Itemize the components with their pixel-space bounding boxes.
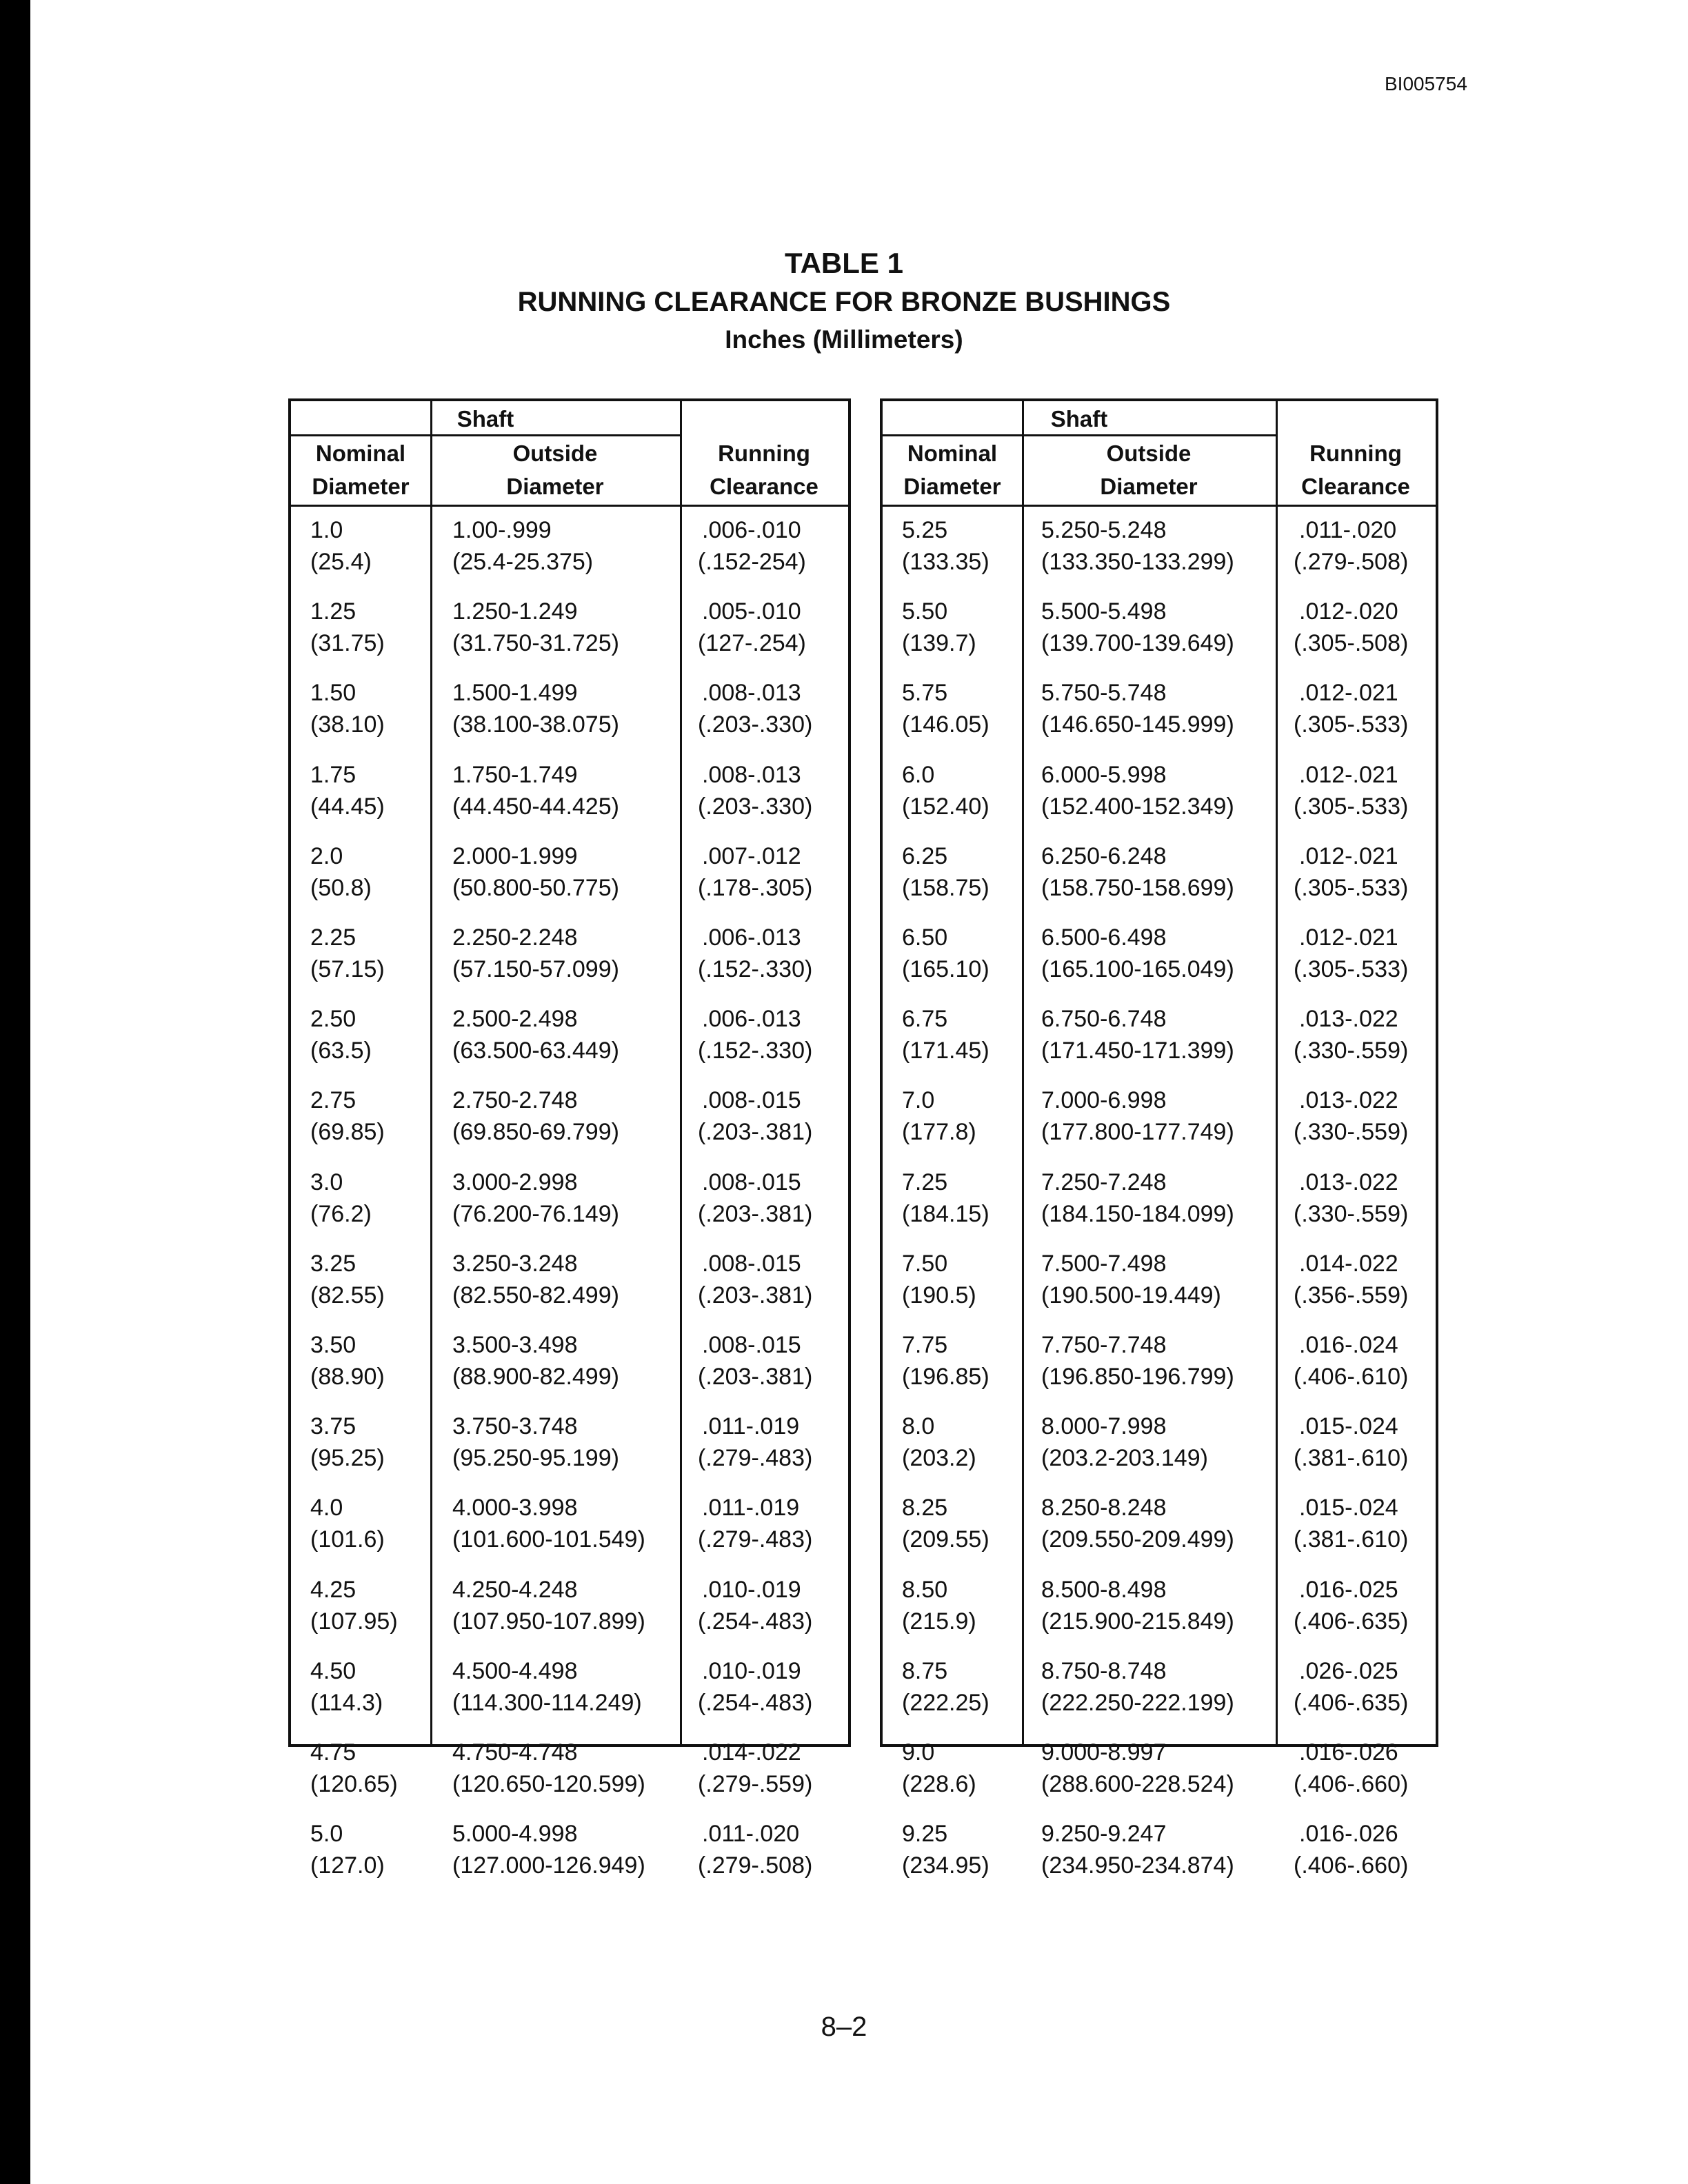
nominal-diameter-header: Nominal [315, 441, 406, 466]
running-clearance-mm-cell: (.279-.483) [698, 1445, 813, 1472]
nominal-diameter-cell: 8.50 [902, 1576, 948, 1603]
running-clearance-cell: .012-.021 [1299, 924, 1398, 951]
outside-diameter-mm-cell: (38.100-38.075) [452, 711, 619, 738]
outside-diameter-mm-cell: (190.500-19.449) [1041, 1282, 1221, 1308]
running-clearance-cell: .012-.021 [1299, 761, 1398, 788]
outside-diameter-cell: 1.750-1.749 [452, 761, 578, 788]
running-clearance-header: Clearance [1301, 474, 1410, 499]
outside-diameter-cell: 8.750-8.748 [1041, 1657, 1167, 1684]
outside-diameter-mm-cell: (171.450-171.399) [1041, 1038, 1234, 1064]
running-clearance-mm-cell: (.406-.635) [1294, 1689, 1409, 1716]
nominal-diameter-cell: 7.50 [902, 1250, 948, 1277]
outside-diameter-mm-cell: (209.550-209.499) [1041, 1526, 1234, 1553]
running-clearance-cell: .010-.019 [702, 1576, 801, 1603]
nominal-diameter-cell: 8.25 [902, 1495, 948, 1521]
outside-diameter-cell: 9.000-8.997 [1041, 1739, 1167, 1766]
nominal-diameter-mm-cell: (50.8) [310, 874, 372, 901]
nominal-diameter-mm-cell: (120.65) [310, 1771, 398, 1797]
nominal-diameter-cell: 6.0 [902, 761, 935, 788]
outside-diameter-mm-cell: (222.250-222.199) [1041, 1689, 1234, 1716]
nominal-diameter-cell: 2.75 [310, 1087, 356, 1114]
running-clearance-mm-cell: (.406-.635) [1294, 1608, 1409, 1635]
column-divider [680, 401, 682, 1744]
outside-diameter-mm-cell: (114.300-114.249) [452, 1689, 642, 1716]
nominal-diameter-cell: 2.50 [310, 1006, 356, 1033]
nominal-diameter-mm-cell: (107.95) [310, 1608, 398, 1635]
outside-diameter-mm-cell: (184.150-184.099) [1041, 1200, 1234, 1227]
running-clearance-mm-cell: (.203-.381) [698, 1119, 813, 1146]
nominal-diameter-mm-cell: (44.45) [310, 793, 385, 820]
nominal-diameter-cell: 5.50 [902, 598, 948, 625]
nominal-diameter-mm-cell: (146.05) [902, 711, 989, 738]
running-clearance-mm-cell: (.406-.610) [1294, 1364, 1409, 1390]
nominal-diameter-cell: 6.25 [902, 842, 948, 869]
running-clearance-cell: .013-.022 [1299, 1169, 1398, 1195]
nominal-diameter-mm-cell: (165.10) [902, 956, 989, 982]
nominal-diameter-mm-cell: (25.4) [310, 549, 372, 575]
running-clearance-mm-cell: (.330-.559) [1294, 1119, 1409, 1146]
nominal-diameter-cell: 5.75 [902, 680, 948, 707]
nominal-diameter-mm-cell: (203.2) [902, 1445, 976, 1472]
nominal-diameter-cell: 7.25 [902, 1169, 948, 1195]
nominal-diameter-mm-cell: (209.55) [902, 1526, 989, 1553]
outside-diameter-mm-cell: (146.650-145.999) [1041, 711, 1234, 738]
running-clearance-mm-cell: (.254-.483) [698, 1689, 813, 1716]
nominal-diameter-cell: 6.50 [902, 924, 948, 951]
running-clearance-cell: .016-.024 [1299, 1332, 1398, 1358]
nominal-diameter-cell: 1.50 [310, 680, 356, 707]
running-clearance-mm-cell: (.152-254) [698, 549, 806, 575]
outside-diameter-mm-cell: (88.900-82.499) [452, 1364, 619, 1390]
outside-diameter-cell: 6.750-6.748 [1041, 1006, 1167, 1033]
running-clearance-cell: .008-.013 [702, 680, 801, 707]
outside-diameter-cell: 1.00-.999 [452, 517, 552, 543]
nominal-diameter-mm-cell: (95.25) [310, 1445, 385, 1472]
outside-diameter-cell: 1.250-1.249 [452, 598, 578, 625]
running-clearance-header: Running [1309, 441, 1402, 466]
outside-diameter-cell: 2.250-2.248 [452, 924, 578, 951]
nominal-diameter-cell: 4.0 [310, 1495, 343, 1521]
outside-diameter-cell: 5.500-5.498 [1041, 598, 1167, 625]
outside-diameter-header: Outside [512, 441, 598, 466]
running-clearance-cell: .005-.010 [702, 598, 801, 625]
outside-diameter-cell: 3.000-2.998 [452, 1169, 578, 1195]
outside-diameter-mm-cell: (127.000-126.949) [452, 1852, 645, 1879]
running-clearance-mm-cell: (.305-.533) [1294, 711, 1409, 738]
shaft-header: Shaft [456, 406, 514, 432]
nominal-diameter-cell: 1.75 [310, 761, 356, 788]
running-clearance-cell: .006-.013 [702, 924, 801, 951]
outside-diameter-mm-cell: (177.800-177.749) [1041, 1119, 1234, 1146]
running-clearance-mm-cell: (.305-.508) [1294, 630, 1409, 657]
outside-diameter-mm-cell: (69.850-69.799) [452, 1119, 619, 1146]
nominal-diameter-header: Diameter [312, 474, 410, 499]
outside-diameter-mm-cell: (57.150-57.099) [452, 956, 619, 982]
running-clearance-header: Clearance [710, 474, 818, 499]
nominal-diameter-cell: 9.0 [902, 1739, 935, 1766]
nominal-diameter-cell: 3.75 [310, 1413, 356, 1440]
nominal-diameter-mm-cell: (63.5) [310, 1038, 372, 1064]
nominal-diameter-mm-cell: (82.55) [310, 1282, 385, 1308]
header-underline [883, 505, 1436, 507]
outside-diameter-mm-cell: (133.350-133.299) [1041, 549, 1234, 575]
running-clearance-cell: .016-.025 [1299, 1576, 1398, 1603]
running-clearance-cell: .016-.026 [1299, 1739, 1398, 1766]
nominal-diameter-cell: 8.75 [902, 1657, 948, 1684]
nominal-diameter-mm-cell: (234.95) [902, 1852, 989, 1879]
outside-diameter-cell: 3.750-3.748 [452, 1413, 578, 1440]
nominal-diameter-cell: 3.25 [310, 1250, 356, 1277]
outside-diameter-cell: 9.250-9.247 [1041, 1821, 1167, 1848]
running-clearance-cell: .015-.024 [1299, 1413, 1398, 1440]
running-clearance-header: Running [718, 441, 810, 466]
outside-diameter-mm-cell: (196.850-196.799) [1041, 1364, 1234, 1390]
outside-diameter-mm-cell: (139.700-139.649) [1041, 630, 1234, 657]
nominal-diameter-cell: 9.25 [902, 1821, 948, 1848]
outside-diameter-cell: 8.000-7.998 [1041, 1413, 1167, 1440]
outside-diameter-mm-cell: (95.250-95.199) [452, 1445, 619, 1472]
running-clearance-cell: .011-.019 [702, 1413, 800, 1440]
column-divider [430, 401, 432, 1744]
nominal-diameter-cell: 7.75 [902, 1332, 948, 1358]
outside-diameter-cell: 2.750-2.748 [452, 1087, 578, 1114]
outside-diameter-mm-cell: (101.600-101.549) [452, 1526, 645, 1553]
running-clearance-cell: .026-.025 [1299, 1657, 1398, 1684]
nominal-diameter-mm-cell: (190.5) [902, 1282, 976, 1308]
nominal-diameter-mm-cell: (152.40) [902, 793, 989, 820]
running-clearance-cell: .012-.020 [1299, 598, 1398, 625]
running-clearance-mm-cell: (.279-.483) [698, 1526, 813, 1553]
running-clearance-cell: .012-.021 [1299, 680, 1398, 707]
nominal-diameter-cell: 2.0 [310, 842, 343, 869]
outside-diameter-cell: 4.000-3.998 [452, 1495, 578, 1521]
nominal-diameter-mm-cell: (31.75) [310, 630, 385, 657]
nominal-diameter-mm-cell: (69.85) [310, 1119, 385, 1146]
outside-diameter-mm-cell: (31.750-31.725) [452, 630, 619, 657]
nominal-diameter-cell: 5.25 [902, 517, 948, 543]
outside-diameter-mm-cell: (215.900-215.849) [1041, 1608, 1234, 1635]
outside-diameter-mm-cell: (107.950-107.899) [452, 1608, 645, 1635]
running-clearance-cell: .006-.013 [702, 1006, 801, 1033]
nominal-diameter-cell: 1.25 [310, 598, 356, 625]
nominal-diameter-cell: 6.75 [902, 1006, 948, 1033]
outside-diameter-cell: 1.500-1.499 [452, 680, 578, 707]
outside-diameter-cell: 7.000-6.998 [1041, 1087, 1167, 1114]
outside-diameter-cell: 2.500-2.498 [452, 1006, 578, 1033]
running-clearance-mm-cell: (.305-.533) [1294, 874, 1409, 901]
running-clearance-cell: .008-.015 [702, 1250, 801, 1277]
outside-diameter-header: Outside [1106, 441, 1192, 466]
running-clearance-cell: .008-.013 [702, 761, 801, 788]
running-clearance-cell: .008-.015 [702, 1087, 801, 1114]
running-clearance-cell: .014-.022 [1299, 1250, 1398, 1277]
running-clearance-mm-cell: (.203-.381) [698, 1200, 813, 1227]
nominal-diameter-cell: 3.50 [310, 1332, 356, 1358]
outside-diameter-cell: 7.500-7.498 [1041, 1250, 1167, 1277]
running-clearance-cell: .011-.020 [1299, 517, 1397, 543]
nominal-diameter-mm-cell: (133.35) [902, 549, 989, 575]
nominal-diameter-cell: 3.0 [310, 1169, 343, 1195]
running-clearance-mm-cell: (.381-.610) [1294, 1526, 1409, 1553]
running-clearance-mm-cell: (.203-.381) [698, 1364, 813, 1390]
running-clearance-cell: .008-.015 [702, 1332, 801, 1358]
outside-diameter-cell: 5.750-5.748 [1041, 680, 1167, 707]
outside-diameter-mm-cell: (165.100-165.049) [1041, 956, 1234, 982]
column-divider [1276, 401, 1278, 1744]
nominal-diameter-mm-cell: (171.45) [902, 1038, 989, 1064]
running-clearance-mm-cell: (.279-.508) [1294, 549, 1409, 575]
outside-diameter-mm-cell: (234.950-234.874) [1041, 1852, 1234, 1879]
outside-diameter-cell: 6.000-5.998 [1041, 761, 1167, 788]
outside-diameter-cell: 4.250-4.248 [452, 1576, 578, 1603]
running-clearance-mm-cell: (127-.254) [698, 630, 806, 657]
header-underline [291, 505, 848, 507]
running-clearance-mm-cell: (.178-.305) [698, 874, 813, 901]
running-clearance-mm-cell: (.203-.330) [698, 711, 813, 738]
running-clearance-cell: .014-.022 [702, 1739, 801, 1766]
outside-diameter-cell: 5.000-4.998 [452, 1821, 578, 1848]
nominal-diameter-mm-cell: (76.2) [310, 1200, 372, 1227]
nominal-diameter-mm-cell: (101.6) [310, 1526, 385, 1553]
nominal-diameter-mm-cell: (88.90) [310, 1364, 385, 1390]
nominal-diameter-mm-cell: (222.25) [902, 1689, 989, 1716]
running-clearance-mm-cell: (.356-.559) [1294, 1282, 1409, 1308]
outside-diameter-mm-cell: (25.4-25.375) [452, 549, 594, 575]
outside-diameter-mm-cell: (152.400-152.349) [1041, 793, 1234, 820]
nominal-diameter-mm-cell: (177.8) [902, 1119, 976, 1146]
clearance-table-left [288, 398, 851, 1879]
running-clearance-mm-cell: (.305-.533) [1294, 956, 1409, 982]
outside-diameter-cell: 6.250-6.248 [1041, 842, 1167, 869]
nominal-diameter-header: Diameter [903, 474, 1001, 499]
running-clearance-cell: .007-.012 [702, 842, 801, 869]
outside-diameter-mm-cell: (44.450-44.425) [452, 793, 619, 820]
nominal-diameter-mm-cell: (184.15) [902, 1200, 989, 1227]
running-clearance-cell: .011-.020 [702, 1821, 800, 1848]
nominal-diameter-mm-cell: (228.6) [902, 1771, 976, 1797]
outside-diameter-cell: 8.250-8.248 [1041, 1495, 1167, 1521]
table-units: Inches (Millimeters) [725, 325, 963, 354]
running-clearance-mm-cell: (.381-.610) [1294, 1445, 1409, 1472]
column-divider [1022, 401, 1024, 1744]
running-clearance-cell: .015-.024 [1299, 1495, 1398, 1521]
nominal-diameter-cell: 7.0 [902, 1087, 935, 1114]
outside-diameter-mm-cell: (203.2-203.149) [1041, 1445, 1208, 1472]
running-clearance-cell: .016-.026 [1299, 1821, 1398, 1848]
outside-diameter-mm-cell: (63.500-63.449) [452, 1038, 619, 1064]
outside-diameter-cell: 3.250-3.248 [452, 1250, 578, 1277]
running-clearance-cell: .013-.022 [1299, 1087, 1398, 1114]
nominal-diameter-mm-cell: (38.10) [310, 711, 385, 738]
running-clearance-cell: .011-.019 [702, 1495, 800, 1521]
nominal-diameter-cell: 1.0 [310, 517, 343, 543]
running-clearance-mm-cell: (.406-.660) [1294, 1852, 1409, 1879]
nominal-diameter-cell: 8.0 [902, 1413, 935, 1440]
outside-diameter-cell: 8.500-8.498 [1041, 1576, 1167, 1603]
running-clearance-mm-cell: (.152-.330) [698, 956, 813, 982]
running-clearance-mm-cell: (.305-.533) [1294, 793, 1409, 820]
running-clearance-mm-cell: (.254-.483) [698, 1608, 813, 1635]
running-clearance-mm-cell: (.203-.330) [698, 793, 813, 820]
nominal-diameter-mm-cell: (139.7) [902, 630, 976, 657]
table-subtitle: RUNNING CLEARANCE FOR BRONZE BUSHINGS [517, 287, 1171, 317]
outside-diameter-cell: 3.500-3.498 [452, 1332, 578, 1358]
nominal-diameter-mm-cell: (114.3) [310, 1689, 383, 1716]
running-clearance-mm-cell: (.279-.559) [698, 1771, 813, 1797]
outside-diameter-mm-cell: (158.750-158.699) [1041, 874, 1234, 901]
running-clearance-mm-cell: (.279-.508) [698, 1852, 813, 1879]
table-title: TABLE 1 [785, 247, 903, 279]
running-clearance-mm-cell: (.203-.381) [698, 1282, 813, 1308]
running-clearance-cell: .010-.019 [702, 1657, 801, 1684]
document-id: BI005754 [1385, 73, 1467, 94]
outside-diameter-cell: 7.750-7.748 [1041, 1332, 1167, 1358]
running-clearance-cell: .012-.021 [1299, 842, 1398, 869]
nominal-diameter-header: Nominal [907, 441, 998, 466]
outside-diameter-mm-cell: (82.550-82.499) [452, 1282, 619, 1308]
nominal-diameter-cell: 4.25 [310, 1576, 356, 1603]
outside-diameter-mm-cell: (288.600-228.524) [1041, 1771, 1234, 1797]
outside-diameter-cell: 7.250-7.248 [1041, 1169, 1167, 1195]
outside-diameter-mm-cell: (120.650-120.599) [452, 1771, 645, 1797]
outside-diameter-cell: 4.500-4.498 [452, 1657, 578, 1684]
nominal-diameter-mm-cell: (57.15) [310, 956, 385, 982]
running-clearance-mm-cell: (.406-.660) [1294, 1771, 1409, 1797]
page-number: 8–2 [821, 2012, 867, 2042]
nominal-diameter-mm-cell: (158.75) [902, 874, 989, 901]
running-clearance-mm-cell: (.330-.559) [1294, 1200, 1409, 1227]
running-clearance-mm-cell: (.152-.330) [698, 1038, 813, 1064]
nominal-diameter-cell: 4.75 [310, 1739, 356, 1766]
clearance-table-right [880, 398, 1438, 1879]
nominal-diameter-mm-cell: (127.0) [310, 1852, 385, 1879]
outside-diameter-header: Diameter [506, 474, 604, 499]
nominal-diameter-mm-cell: (196.85) [902, 1364, 989, 1390]
outside-diameter-header: Diameter [1100, 474, 1198, 499]
running-clearance-cell: .008-.015 [702, 1169, 801, 1195]
outside-diameter-cell: 6.500-6.498 [1041, 924, 1167, 951]
running-clearance-cell: .006-.010 [702, 517, 801, 543]
running-clearance-cell: .013-.022 [1299, 1006, 1398, 1033]
outside-diameter-cell: 2.000-1.999 [452, 842, 578, 869]
nominal-diameter-cell: 4.50 [310, 1657, 356, 1684]
outside-diameter-cell: 4.750-4.748 [452, 1739, 578, 1766]
running-clearance-mm-cell: (.330-.559) [1294, 1038, 1409, 1064]
nominal-diameter-mm-cell: (215.9) [902, 1608, 976, 1635]
nominal-diameter-cell: 5.0 [310, 1821, 343, 1848]
nominal-diameter-cell: 2.25 [310, 924, 356, 951]
outside-diameter-mm-cell: (50.800-50.775) [452, 874, 619, 901]
shaft-header: Shaft [1050, 406, 1108, 432]
outside-diameter-cell: 5.250-5.248 [1041, 517, 1167, 543]
outside-diameter-mm-cell: (76.200-76.149) [452, 1200, 619, 1227]
